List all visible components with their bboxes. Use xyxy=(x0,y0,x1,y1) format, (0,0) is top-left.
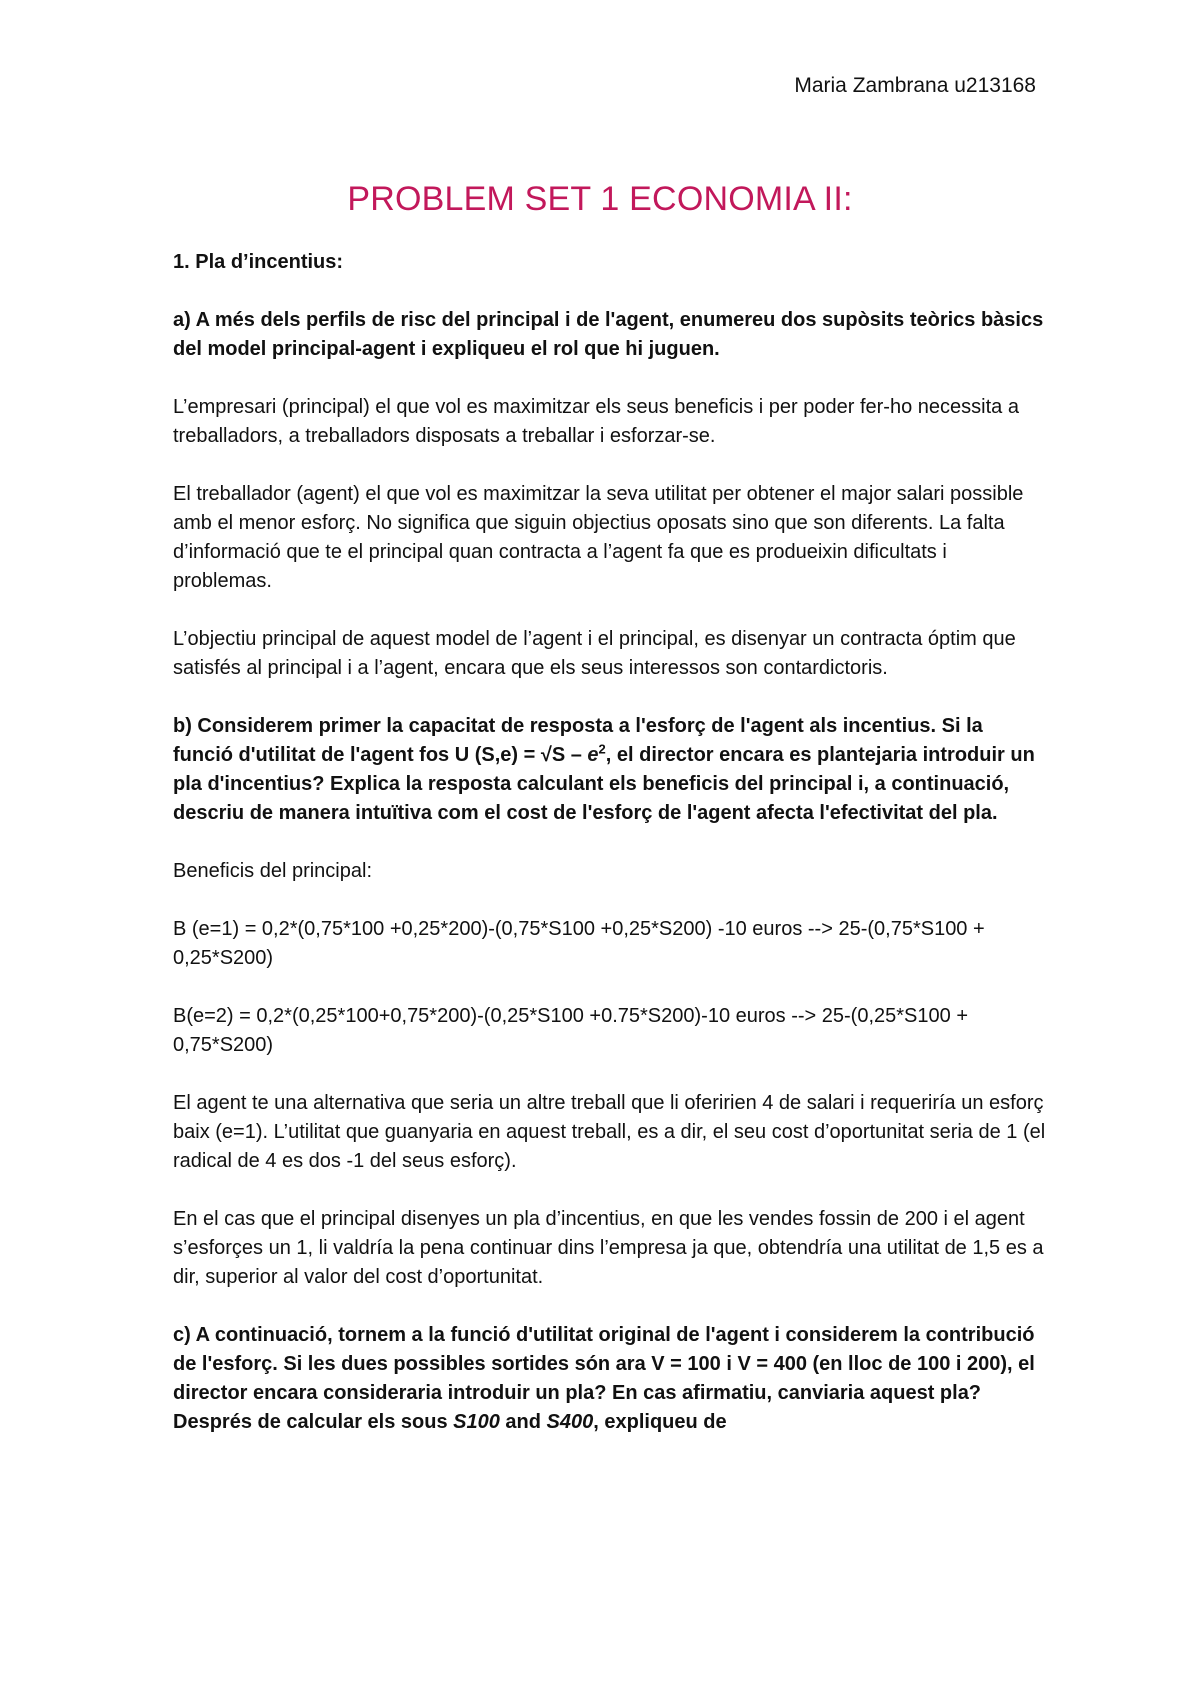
math-s400: S400 xyxy=(546,1411,594,1433)
answer-a-paragraph-3: L’objectiu principal de aquest model de l’agent i el principal, es disenyar un contracta óptim que satisfés al principal i a l’agent, encara que els seus interessos son contardictoris. xyxy=(173,628,1016,679)
equation-e1: B (e=1) = 0,2*(0,75*100 +0,25*200)-(0,75*S100 +0,25*S200) -10 euros --> 25-(0,75*S100 + 0,25*S200) xyxy=(173,918,985,969)
question-c-and: and xyxy=(499,1411,547,1433)
answer-b-case: En el cas que el principal disenyes un pla d’incentius, en que les vendes fossin de 200 i el agent s’esforçes un 1, li valdría la pena continuar dins l’empresa ja que, obtendría una utilitat de 1,5 es a dir, superior al valor del cost d’oportunitat. xyxy=(173,1208,1044,1288)
benefits-label: Beneficis del principal: xyxy=(173,860,372,882)
question-b-text-2: , el director encara es plantejaria introduir un pla d'incentius? Explica la resposta calculant els beneficis del principal i, a continuació, descriu de manera intuïtiva com el cost de l'esforç de l'agent afecta l'efectivitat del pla. xyxy=(173,744,1035,824)
math-s100: S100 xyxy=(453,1411,500,1433)
question-b xyxy=(173,712,1048,828)
answer-a-paragraph-2: El treballador (agent) el que vol es maximitzar la seva utilitat per obtener el major salari possible amb el menor esforç. No significa que siguin objectius oposats sino que son diferents. La falta d’informació que te el principal quan contracta a l’agent fa que es produeixin dificultats i problemas. xyxy=(173,483,1024,592)
answer-b-alternative: El agent te una alternativa que seria un altre treball que li oferirien 4 de salari i requeriría un esforç baix (e=1). L’utilitat que guanyaria en aquest treball, es a dir, el seu cost d’oportunitat seria de 1 (el radical de 4 es dos -1 del seus esforç). xyxy=(173,1092,1046,1172)
section-heading: 1. Pla d’incentius: xyxy=(173,251,344,273)
document-title: PROBLEM SET 1 ECONOMIA II: xyxy=(347,180,853,218)
math-exponent: 2 xyxy=(598,741,606,757)
answer-a-paragraph-1: L’empresari (principal) el que vol es maximitzar els seus beneficis i per poder fer-ho necessita a treballadors, a treballadors disposats a treballar i esforzar-se. xyxy=(173,396,1019,447)
math-e: e xyxy=(587,744,599,766)
document-body xyxy=(173,248,1048,1466)
question-c xyxy=(173,1321,1048,1437)
equation-e2: B(e=2) = 0,2*(0,25*100+0,75*200)-(0,25*S100 +0.75*S200)-10 euros --> 25-(0,25*S100 + 0,75*S200) xyxy=(173,1005,968,1056)
author-header: Maria Zambrana u213168 xyxy=(794,74,1036,97)
question-b-text-1: b) Considerem primer la capacitat de resposta a l'esforç de l'agent als incentius. Si la funció d'utilitat de l'agent fos U (S,e) = √S – xyxy=(173,715,983,766)
question-c-text-1: c) A continuació, tornem a la funció d'utilitat original de l'agent i considerem la contribució de l'esforç. Si les dues possibles sortides són ara V = 100 i V = 400 (en lloc de 100 i 200), el director encara consideraria introduir un pla? En cas afirmatiu, canviaria aquest pla? Després de calcular els sous xyxy=(173,1324,1035,1433)
question-a: a) A més dels perfils de risc del principal i de l'agent, enumereu dos supòsits teòrics bàsics del model principal-agent i expliqueu el rol que hi juguen. xyxy=(173,309,1044,360)
question-c-text-2: , expliqueu de xyxy=(593,1411,727,1433)
